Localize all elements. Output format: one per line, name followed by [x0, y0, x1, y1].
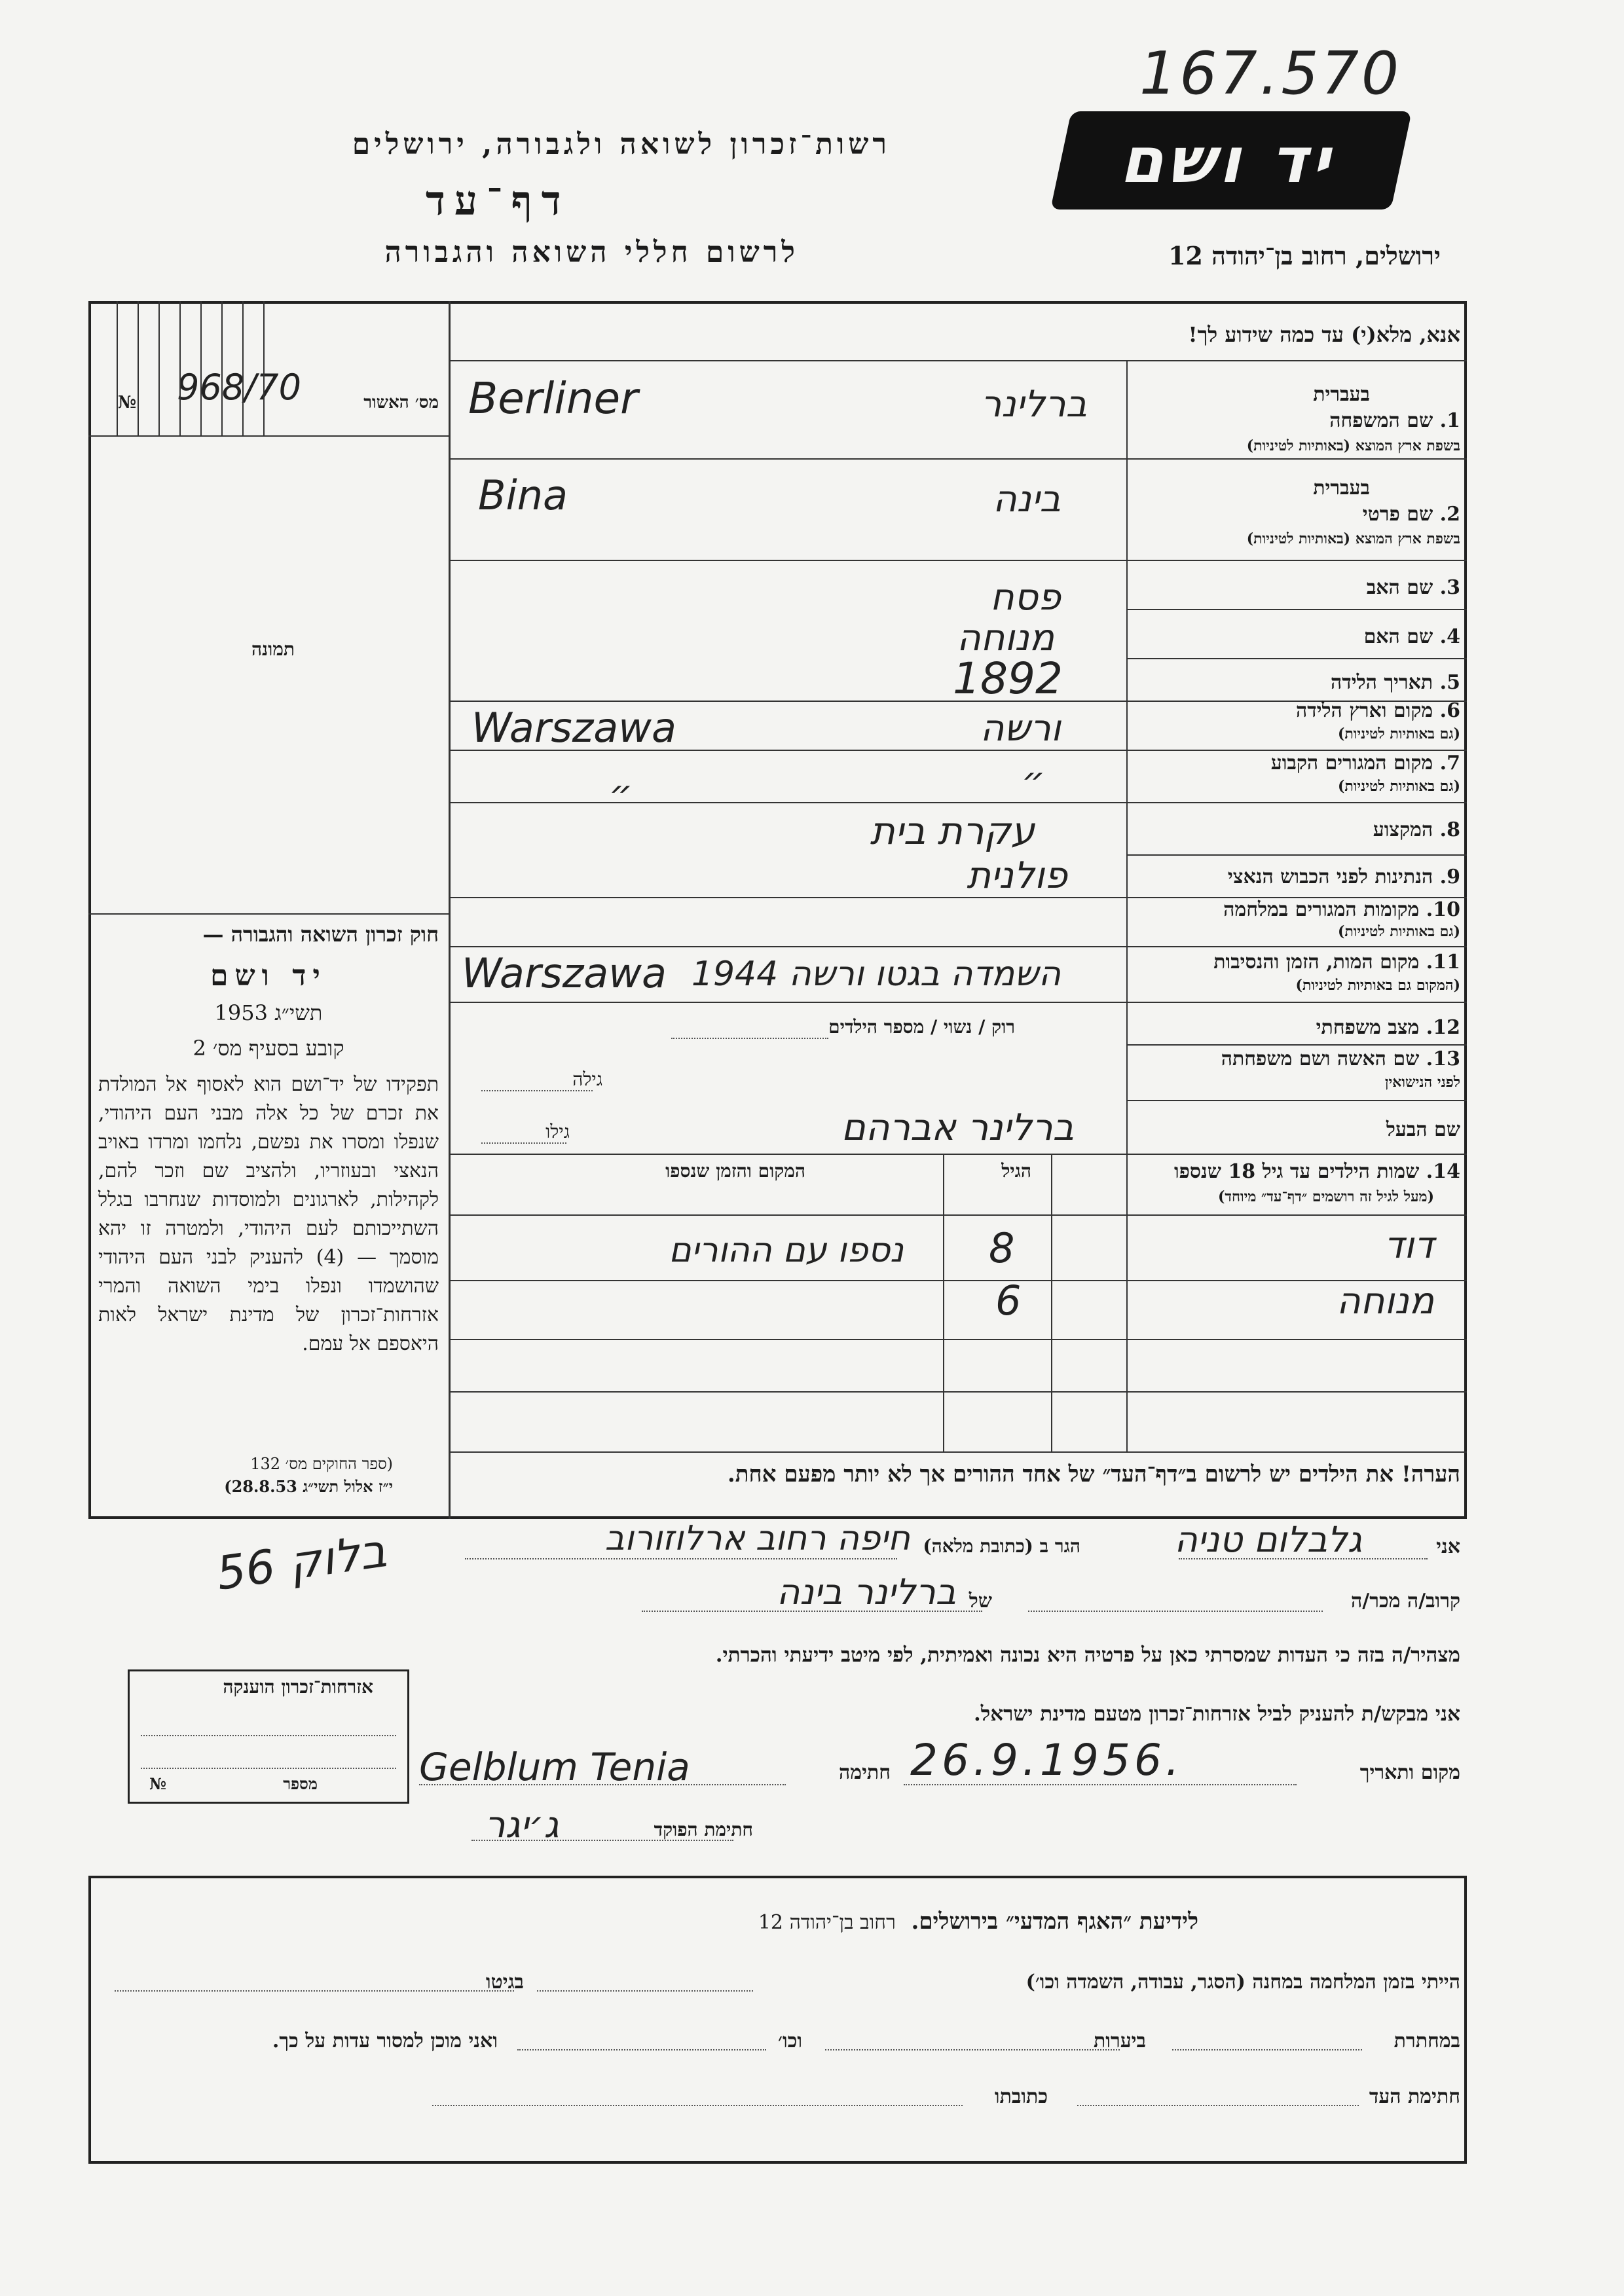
husband-value: ברלינר אברהם	[841, 1106, 1074, 1149]
photo-label: תמונה	[251, 638, 295, 660]
decl-date: 26.9.1956.	[910, 1735, 1183, 1785]
field-8-value: עקרת בית	[870, 809, 1035, 853]
signature-label: חתימה	[839, 1761, 891, 1784]
bottom-heading: לידיעת ״האגף המדעי״ בירושלים. רחוב בן־יהודה 12	[758, 1908, 1198, 1935]
field-11-latin: Warszawa	[462, 949, 667, 997]
header-address: ירושלים, רחוב בן־יהודה 12	[1168, 241, 1441, 270]
field-10-label: 10. מקומות המגורים במלחמה	[1223, 898, 1460, 921]
field-7-label: 7. מקום המגורים הקבוע	[1270, 752, 1460, 774]
law-text: תפקידו של יד־ושם הוא לאסוף אל המולדת את זכרם של כל אלה מבני העם היהודי, שנפלו ומסרו את נפשם, נלחמו ומרדו באויב הנאצי ובעוזריו, ולהציב שם וזכר להם, לקהילות, לארגונים ולמוסדות שנחרבו בגלל השתייכותם לעם היהודי, ולמטרה זו יהא מוסמך — (4) להעניק לבני העם היהודי שהושמדו ונפלו בימי השואה והמרי אזרחות־זכרון של מדינת ישראל לאות היאספם אל עמם.	[98, 1073, 439, 1355]
bottom-line3-b: כתובתו	[994, 2085, 1048, 2108]
decl-of-name: ברלינר בינה	[777, 1571, 956, 1613]
decl-relative: קרוב/ה מכר/ה	[1351, 1590, 1460, 1613]
bottom-line2-c: וכו׳	[778, 2030, 802, 2052]
field-4-label: 4. שם האם	[1363, 625, 1460, 648]
field-11-label: 11. מקום המות, הזמן והנסיבות	[1213, 951, 1460, 974]
decl-extra-address: בלוק 56	[213, 1523, 390, 1601]
law-ref: (ספר החוקים מס׳ 132	[250, 1455, 393, 1473]
field-3-label: 3. שם האב	[1366, 576, 1460, 599]
field-13-label: 13. שם האשה ושם משפחתה	[1221, 1048, 1460, 1070]
field-6-note: (גם באותיות לטיניות)	[1337, 725, 1460, 742]
field-2-tag: בעברית	[1313, 477, 1370, 500]
field-6-label: 6. מקום וארץ הלידה	[1295, 699, 1460, 722]
law-ref-date: י״ז אלול תשי״ג 28.8.53)	[224, 1477, 393, 1496]
field-9-value: פולנית	[967, 854, 1067, 897]
field-13-extra: גילה	[572, 1068, 602, 1090]
law-section: קובע בסעיף מס׳ 2	[193, 1036, 344, 1061]
field-13-note: לפני הנישואין	[1384, 1074, 1460, 1091]
field-11-note: (המקום גם באותיות לטיניות)	[1295, 977, 1460, 994]
law-title: חוק זכרון השואה והגבורה —	[202, 922, 439, 947]
field-11-hebrew: השמדה בגטו ורשה 1944	[691, 955, 1061, 994]
bottom-line2-b: ביערות	[1093, 2030, 1146, 2052]
field-7-value-b: ״	[1022, 759, 1046, 802]
field-1-hebrew: ברלינר	[980, 383, 1087, 426]
decl-address: חיפה רחוב ארלוזורוב	[604, 1519, 910, 1558]
officer-signature: ג׳יגר	[485, 1804, 559, 1846]
yad-vashem-logo	[1050, 111, 1412, 210]
approval-value: 968/70	[177, 367, 301, 408]
children-note: (מעל לגיל זה רושמים ״דף־עד״ מיוחד)	[1217, 1188, 1434, 1205]
field-5-label: 5. תאריך הלידה	[1331, 671, 1460, 694]
field-4-value: מנוחה	[957, 617, 1054, 659]
field-1-tag: בעברית	[1313, 383, 1370, 406]
field-8-label: 8. המקצוע	[1373, 818, 1460, 841]
intro-line: אנא, מלא(י) עד כמה שידוע לך!	[1188, 322, 1460, 347]
field-1-latin: Berliner	[468, 373, 638, 424]
child-2-name: מנוחה	[1337, 1280, 1434, 1322]
decl-ani: אני	[1436, 1535, 1460, 1558]
children-col-place: המקום והזמן שנספו	[665, 1160, 805, 1182]
archive-number: 167.570	[1139, 39, 1402, 108]
field-2-hebrew: בינה	[993, 478, 1061, 520]
child-2-age: 6	[995, 1277, 1022, 1324]
bottom-line2-d: ואני מוכן למסור עדות על כך.	[272, 2030, 498, 2052]
field-3-value: פסח	[990, 576, 1061, 619]
form-subtitle: לרשום חללי השואה והגבורה	[384, 236, 799, 269]
approval-mark: №	[118, 393, 137, 412]
citizenship-number-label: מספר	[283, 1774, 318, 1793]
children-label: 14. שמות הילדים עד גיל 18 שנספו	[1173, 1160, 1460, 1183]
field-12-extra: רוק / נשוי / מספר הילדים	[828, 1016, 1015, 1038]
bottom-line1-b: בגיטו	[485, 1971, 524, 1994]
approval-label: מס׳ האשור	[363, 393, 439, 412]
child-1-place: נספו עם ההורים	[669, 1231, 904, 1270]
husband-extra: גילו	[545, 1121, 570, 1142]
decl-gar: הגר ב (כתובת מלאה)	[923, 1535, 1080, 1557]
field-7-value-a: ״	[609, 773, 633, 815]
children-note-warning: הערה! את הילדים יש לרשום ב״דף־העד״ של אחד ההורים אך לא יותר מפעם אחת.	[727, 1461, 1460, 1487]
field-6-latin: Warszawa	[471, 704, 676, 752]
law-year: תשי״ג 1953	[214, 1000, 323, 1025]
field-7-note: (גם באותיות לטיניות)	[1337, 778, 1460, 795]
field-2-note: בשפת ארץ המוצא (באותיות לטיניות)	[1246, 530, 1460, 547]
children-col-age: הגיל	[1001, 1160, 1031, 1182]
field-10-note: (גם באותיות לטיניות)	[1337, 923, 1460, 940]
bottom-line3-a: חתימת העד	[1369, 2085, 1460, 2108]
child-1-age: 8	[989, 1224, 1015, 1272]
authority-line: רשות־זכרון לשואה ולגבורה, ירושלים	[352, 128, 891, 161]
field-2-latin: Bina	[478, 471, 568, 519]
field-6-hebrew: ורשה	[980, 707, 1061, 750]
bottom-line2-a: במחתרת	[1393, 2030, 1460, 2052]
signature: Gelblum Tenia	[419, 1745, 690, 1789]
left-panel-border	[449, 301, 451, 1519]
decl-shel: של	[969, 1590, 992, 1613]
citizenship-number-mark: №	[149, 1774, 167, 1793]
field-12-label: 12. מצב משפחתי	[1316, 1016, 1460, 1039]
decl-name: גלבלום טניה	[1174, 1519, 1362, 1560]
field-5-value: 1892	[953, 653, 1063, 704]
law-name: יד ושם	[210, 959, 327, 993]
form-title: דף־עד	[426, 177, 570, 225]
place-date-label: מקום ותאריך	[1359, 1761, 1460, 1784]
field-1-note: בשפת ארץ המוצא (באותיות לטיניות)	[1246, 437, 1460, 454]
officer-label: חתימת הפוקד	[654, 1819, 753, 1840]
child-1-name: דוד	[1384, 1224, 1434, 1267]
logo-text: יד ושם	[1116, 124, 1346, 197]
decl-request: אני מבקש/ת להעניק לביל אזרחות־זכרון מטעם מדינת ישראל.	[973, 1702, 1460, 1726]
field-1-label: 1. שם המשפחה	[1329, 409, 1460, 432]
field-2-label: 2. שם פרטי	[1362, 503, 1460, 526]
field-9-label: 9. הנתינות לפני הכבוש הנאצי	[1227, 866, 1460, 888]
bottom-line1-a: הייתי בזמן המלחמה במחנה (הסגר, עבודה, השמדה וכו׳)	[1025, 1971, 1460, 1994]
citizenship-title: אזרחות־זכרון הוענקה	[223, 1676, 373, 1698]
decl-statement: מצהיר/ה בזה כי העדות שמסרתי כאן על פרטיה היא נכונה ואמיתית, לפי מיטב ידיעתי והכרתי.	[715, 1643, 1460, 1667]
husband-label: שם הבעל	[1386, 1118, 1460, 1141]
